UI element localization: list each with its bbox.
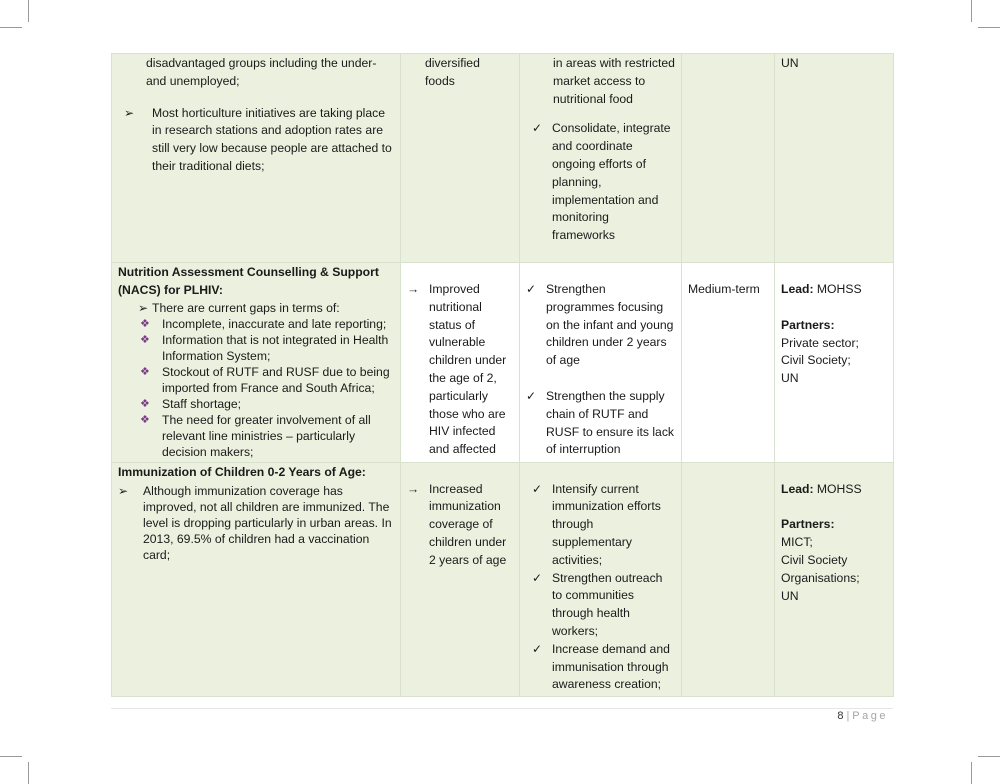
arrowhead-bullet-icon: ➢ [118, 484, 129, 499]
crop-mark [971, 762, 972, 784]
partner-item: UN [781, 588, 799, 603]
checkmark-icon: ✓ [532, 641, 543, 656]
strategy-item: ✓ Intensify current immunization efforts through supplementary activities; [532, 481, 661, 567]
page-number: 8 [837, 710, 844, 722]
strategy-cell [520, 263, 682, 463]
strategy-cell [520, 54, 682, 263]
page-footer [837, 710, 888, 722]
challenge-cell [112, 263, 401, 463]
arrowhead-bullet-icon: ➢ [138, 300, 149, 315]
checkmark-icon: ✓ [526, 388, 537, 403]
action-plan-table [111, 53, 894, 697]
footer-divider [111, 708, 893, 709]
table-row [112, 462, 894, 697]
strategy-item: ✓ Increase demand and immunisation through awareness creation; [532, 641, 670, 692]
responsibility-cell [775, 54, 894, 263]
right-arrow-icon: → [407, 481, 420, 496]
row-title: Immunization of Children 0-2 Years of Age: [118, 464, 366, 479]
row-title: Nutrition Assessment Counselling & Support (NACS) for PLHIV: [118, 265, 379, 297]
outcome-cell [401, 263, 520, 463]
flag-bullet-icon: ❖ [140, 333, 150, 346]
partner-item: UN [781, 371, 799, 386]
timeframe-cell [682, 54, 775, 263]
responsibility-cell [775, 462, 894, 697]
crop-mark [978, 27, 1000, 28]
challenge-continued-text: disadvantaged groups including the under- and unemployed; [146, 56, 377, 88]
crop-mark [28, 762, 29, 784]
outcome-item: → Increased immunization coverage of children under 2 years of age [407, 481, 507, 567]
flag-bullet-icon: ❖ [140, 397, 150, 410]
sub-item: ❖ Stockout of RUTF and RUSF due to being imported from France and South Africa; [140, 364, 390, 395]
arrowhead-bullet-icon: ➢ [124, 105, 135, 120]
lead-line: Lead: MOHSS [781, 481, 862, 496]
crop-mark [28, 0, 29, 22]
checkmark-icon: ✓ [532, 481, 543, 496]
page-label: Page [852, 710, 888, 722]
partners-label: Partners: [781, 317, 835, 332]
outcome-cell [401, 462, 520, 697]
partner-item: Civil Society Organisations; [781, 552, 860, 585]
responsibility-cell [775, 263, 894, 463]
challenge-cell [112, 462, 401, 697]
strategy-item: ✓ Strengthen the supply chain of RUTF and RUSF to ensure its lack of interruption [526, 388, 675, 457]
partner-item: MICT; [781, 535, 813, 550]
checkmark-icon: ✓ [532, 570, 543, 585]
outcome-continued-text: diversified foods [425, 56, 480, 88]
crop-mark [971, 0, 972, 22]
right-arrow-icon: → [407, 282, 420, 296]
table-row [112, 54, 894, 263]
timeframe-text: Medium-term [688, 282, 760, 296]
challenge-cell [112, 54, 401, 263]
checkmark-icon: ✓ [532, 121, 543, 136]
challenge-bullet: ➢ Most horticulture initiatives are taking place in research stations and adoption rates are still very low because people are attached to their traditional diets; [118, 105, 394, 176]
flag-bullet-icon: ❖ [140, 317, 150, 330]
flag-bullet-icon: ❖ [140, 413, 150, 426]
strategy-continued-text: in areas with restricted market access to nutritional food [553, 56, 675, 106]
strategy-item: ✓ Strengthen programmes focusing on the infant and young children under 2 years of age [526, 282, 674, 368]
timeframe-cell [682, 462, 775, 697]
sub-item: ❖ Incomplete, inaccurate and late reporting; [140, 316, 387, 331]
partner-item: Civil Society; [781, 353, 851, 368]
lead-line: Lead: MOHSS [781, 282, 862, 296]
strategy-cell [520, 462, 682, 697]
strategy-item: ✓ Strengthen outreach to communities through health workers; [532, 570, 663, 638]
checkmark-icon: ✓ [526, 282, 537, 296]
challenge-bullet: ➢ Although immunization coverage has improved, not all children are immunized. The level is dropping particularly in urban areas. In 2013, 69.5% of children had a vaccination card; [118, 484, 392, 563]
crop-mark [0, 27, 22, 28]
sub-item: ❖ The need for greater involvement of all relevant line ministries – particularly decision makers; [140, 412, 371, 459]
crop-mark [0, 756, 22, 757]
flag-bullet-icon: ❖ [140, 365, 150, 378]
page-separator: | [846, 710, 850, 722]
strategy-item: ✓ Consolidate, integrate and coordinate ongoing efforts of planning, implementation and monitoring frameworks [532, 121, 671, 243]
crop-mark [978, 756, 1000, 757]
timeframe-cell [682, 263, 775, 463]
partner-text: UN [781, 56, 799, 70]
outcome-cell [401, 54, 520, 263]
sub-item: ❖ Staff shortage; [140, 396, 242, 411]
partners-label: Partners: [781, 517, 835, 532]
partner-item: Private sector; [781, 335, 859, 350]
sub-item: ❖ Information that is not integrated in Health Information System; [140, 332, 389, 363]
outcome-item: → Improved nutritional status of vulnerable children under the age of 2, particularly those who are HIV infected and affected [407, 282, 507, 457]
table-row [112, 263, 894, 463]
challenge-bullet: ➢ There are current gaps in terms of: [138, 300, 340, 315]
